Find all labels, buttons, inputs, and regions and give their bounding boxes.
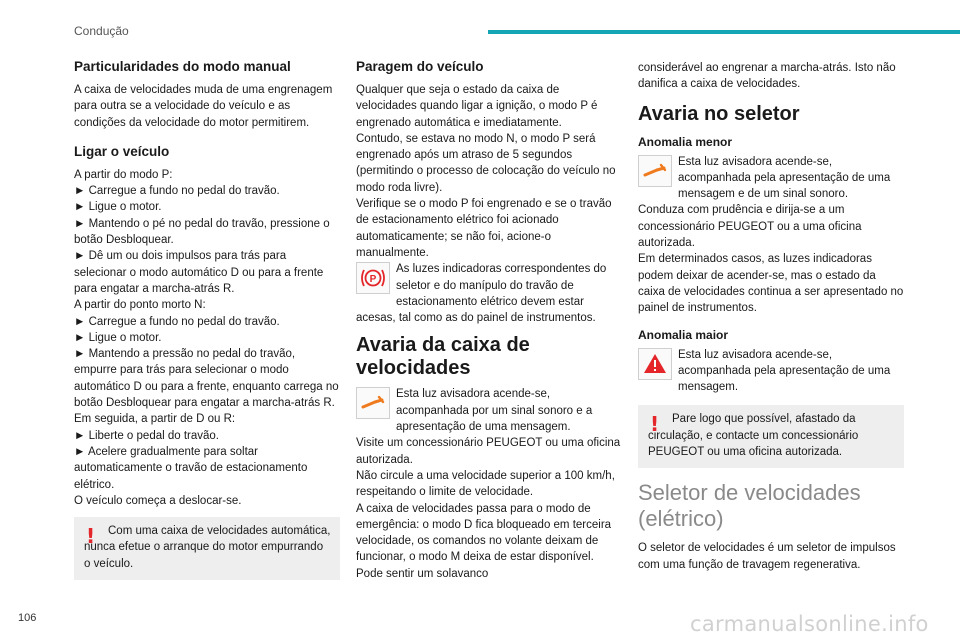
gearbox-fault-text bbox=[356, 435, 622, 582]
heading-selector-fault: Avaria no seletor bbox=[638, 102, 800, 125]
note-text: Com uma caixa de velocidades automática, nunca efetue o arranque do motor empurrando o veículo. bbox=[84, 525, 331, 570]
triangle-warning-icon bbox=[638, 348, 672, 380]
icon-paragraph bbox=[638, 154, 904, 203]
icon-paragraph-text: As luzes indicadoras correspondentes do seletor e do manípulo do travão de estacionamento elétrico devem estar acesas, tal como as do painel de instrumentos. bbox=[356, 263, 607, 325]
heading-stopping: Paragem do veículo bbox=[356, 59, 484, 74]
warning-note bbox=[638, 405, 904, 468]
text-line: ► Dê um ou dois impulsos para trás para selecionar o modo automático D ou para a frente para engatar a marcha-atrás R. bbox=[74, 250, 324, 295]
icon-paragraph bbox=[356, 261, 622, 326]
column-3 bbox=[638, 60, 904, 573]
text-line: Em seguida, a partir de D ou R: bbox=[74, 413, 236, 426]
icon-paragraph bbox=[638, 347, 904, 396]
heading-manual-mode: Particularidades do modo manual bbox=[74, 59, 291, 74]
heading-start-vehicle: Ligar o veículo bbox=[74, 143, 170, 159]
page-number: 106 bbox=[18, 612, 37, 624]
text-line: Contudo, se estava no modo N, o modo P será engrenado após um atraso de 5 segundos (permitindo o processo de colocação do veículo no modo roda livre). bbox=[356, 132, 616, 194]
text-line: A caixa de velocidades passa para o modo de emergência: o modo D fica bloqueado em terceira velocidade, os comandos no volante deixam de funcionar, o modo M deixa de estar disponível. Pode sentir um solavanco bbox=[356, 502, 612, 580]
wrench-warning-icon bbox=[638, 155, 672, 187]
wrench-warning-icon bbox=[356, 387, 390, 419]
running-header: Condução bbox=[74, 24, 129, 38]
text-line: Visite um concessionário PEUGEOT ou uma oficina autorizada. bbox=[356, 437, 621, 466]
text-line: ► Acelere gradualmente para soltar automaticamente o travão de estacionamento elétrico. bbox=[74, 445, 308, 491]
text-line: ► Mantendo o pé no pedal do travão, pressione o botão Desbloquear. bbox=[74, 217, 330, 247]
text-line: ► Mantendo a pressão no pedal do travão, empurre para trás para selecionar o modo automático D ou para a frente, enquanto carrega no botão Desbloquear para engatar a marcha-atrás R. bbox=[74, 348, 339, 410]
column-1 bbox=[74, 58, 340, 580]
icon-paragraph bbox=[356, 386, 622, 435]
heading-minor-fault: Anomalia menor bbox=[638, 134, 733, 149]
exclamation-icon: ! bbox=[86, 524, 96, 549]
icon-paragraph-text: Esta luz avisadora acende-se, acompanhada pela apresentação de uma mensagem e de um sinal sonoro. bbox=[678, 155, 891, 201]
warning-note bbox=[74, 517, 340, 580]
column-2 bbox=[356, 58, 622, 582]
note-text: Pare logo que possível, afastado da circulação, e contacte um concessionário PEUGEOT ou uma oficina autorizada. bbox=[648, 413, 859, 459]
icon-paragraph-text: Esta luz avisadora acende-se, acompanhada por um sinal sonoro e a apresentação de uma mensagem. bbox=[396, 388, 593, 434]
stop-text bbox=[356, 82, 622, 261]
parking-brake-icon bbox=[356, 262, 390, 294]
header-accent-bar bbox=[488, 30, 960, 34]
text-line: ► Liberte o pedal do travão. bbox=[74, 429, 220, 442]
text-line: Em determinados casos, as luzes indicadoras podem deixar de acender-se, mas o estado da caixa de velocidades continua a ser apresentado no painel de instrumentos. bbox=[638, 253, 904, 315]
text-line: ► Ligue o motor. bbox=[74, 331, 162, 344]
heading-major-fault: Anomalia maior bbox=[638, 327, 729, 342]
text-line: Conduza com prudência e dirija-se a um concessionário PEUGEOT ou a uma oficina autorizada. bbox=[638, 204, 862, 250]
watermark: carmanualsonline.info bbox=[690, 612, 929, 636]
text-line: O veículo começa a deslocar-se. bbox=[74, 494, 242, 507]
minor-fault-text bbox=[638, 202, 904, 316]
icon-paragraph-text: Esta luz avisadora acende-se, acompanhada pela apresentação de uma mensagem. bbox=[678, 348, 891, 394]
exclamation-icon: ! bbox=[650, 412, 660, 437]
text-line: Qualquer que seja o estado da caixa de velocidades quando ligar a ignição, o modo P é engrenado automática e imediatamente. bbox=[356, 84, 598, 129]
text-line: A partir do ponto morto N: bbox=[74, 299, 206, 312]
svg-text:P: P bbox=[369, 274, 377, 286]
text-line: A partir do modo P: bbox=[74, 168, 173, 181]
paragraph: considerável ao engrenar a marcha-atrás. Isto não danifica a caixa de velocidades. bbox=[638, 62, 896, 91]
heading-gearbox-fault: Avaria da caixa de velocidades bbox=[356, 334, 530, 380]
paragraph: A caixa de velocidades muda de uma engrenagem para outra se a velocidade do veículo e as condições da velocidade do motor permitirem. bbox=[74, 84, 333, 129]
paragraph: O seletor de velocidades é um seletor de impulsos com uma função de travagem regenerativa. bbox=[638, 542, 896, 571]
text-line: ► Carregue a fundo no pedal do travão. bbox=[74, 315, 280, 328]
text-line: Não circule a uma velocidade superior a 100 km/h, respeitando o limite de velocidade. bbox=[356, 469, 615, 499]
heading-gear-selector: Seletor de velocidades (elétrico) bbox=[638, 480, 861, 532]
text-line: ► Carregue a fundo no pedal do travão. bbox=[74, 185, 280, 198]
instruction-list bbox=[74, 167, 340, 509]
text-line: Verifique se o modo P foi engrenado e se o travão de estacionamento elétrico foi acionado automaticamente; se não foi, acione-o manualmente. bbox=[356, 198, 612, 259]
text-line: ► Ligue o motor. bbox=[74, 201, 162, 214]
